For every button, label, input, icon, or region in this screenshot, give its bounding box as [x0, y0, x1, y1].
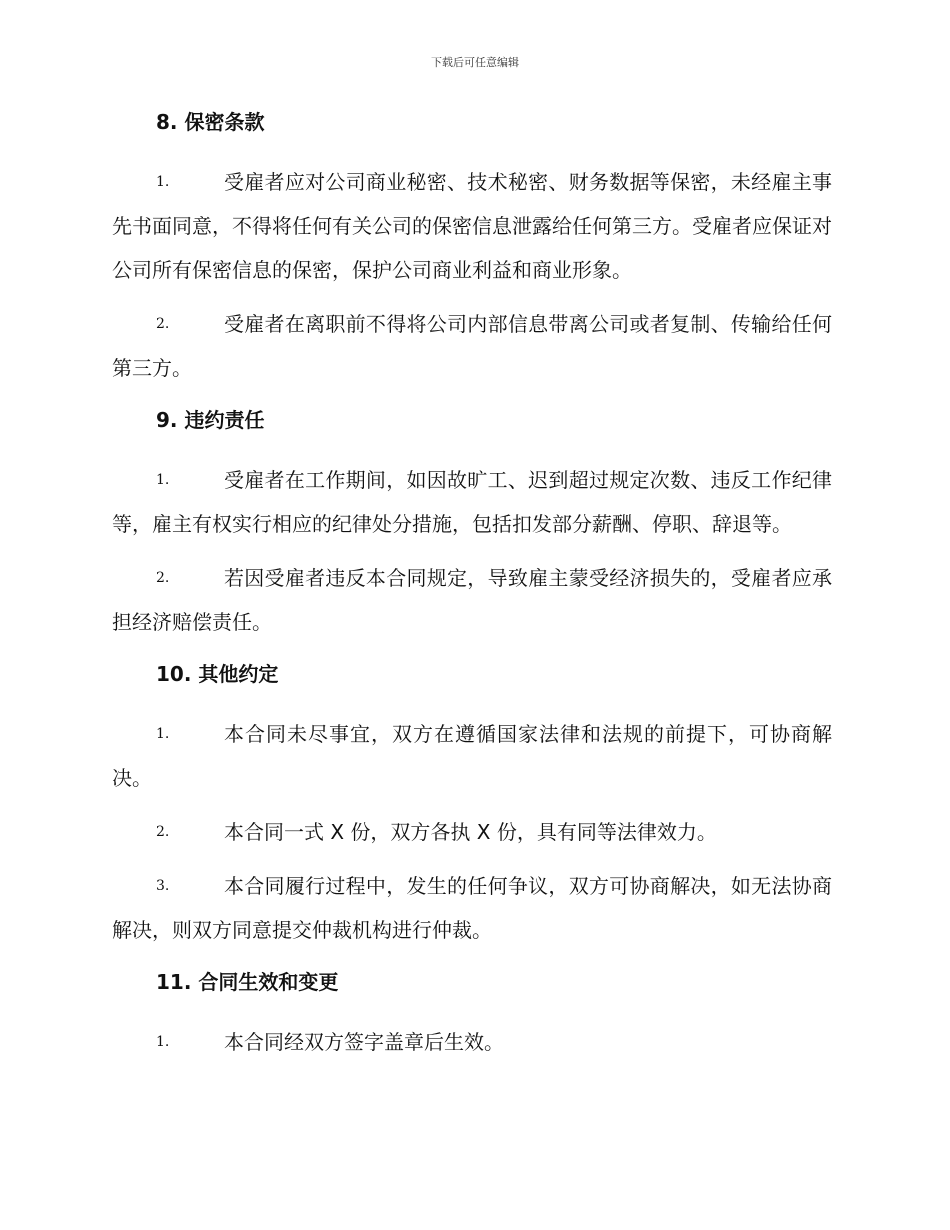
- clause-text: 若因受雇者违反本合同规定，导致雇主蒙受经济损失的，受雇者应承担经济赔偿责任。: [112, 566, 832, 634]
- clause-number: 2.: [156, 316, 170, 332]
- clause-number: 1.: [156, 1034, 170, 1050]
- clause-paragraph: [112, 712, 832, 800]
- clause-paragraph: [112, 302, 832, 390]
- section-heading: 9. 违约责任: [156, 408, 265, 432]
- clause-text: 受雇者应对公司商业秘密、技术秘密、财务数据等保密，未经雇主事先书面同意，不得将任何有关公司的保密信息泄露给任何第三方。受雇者应保证对公司所有保密信息的保密，保护公司商业利益和商业形象。: [112, 170, 832, 282]
- page-header: 下载后可任意编辑: [431, 56, 519, 69]
- document-body: [112, 108, 832, 1074]
- clause-text: 受雇者在工作期间，如因故旷工、迟到超过规定次数、违反工作纪律等，雇主有权实行相应的纪律处分措施，包括扣发部分薪酬、停职、辞退等。: [112, 468, 832, 536]
- clause-paragraph: [112, 1020, 832, 1064]
- clause-paragraph: [112, 458, 832, 546]
- clause-paragraph: [112, 160, 832, 292]
- section-heading: 8. 保密条款: [156, 110, 265, 134]
- clause-number: 1.: [156, 726, 170, 742]
- clause-number: 1.: [156, 472, 170, 488]
- section-heading: 11. 合同生效和变更: [156, 970, 339, 994]
- clause-number: 3.: [156, 878, 170, 894]
- clause-number: 2.: [156, 824, 170, 840]
- clause-text: 本合同经双方签字盖章后生效。: [224, 1030, 504, 1054]
- clause-text: 本合同一式 X 份，双方各执 X 份，具有同等法律效力。: [224, 820, 717, 844]
- clause-text: 受雇者在离职前不得将公司内部信息带离公司或者复制、传输给任何第三方。: [112, 312, 832, 380]
- section-heading: 10. 其他约定: [156, 662, 279, 686]
- clause-text: 本合同履行过程中，发生的任何争议，双方可协商解决，如无法协商解决，则双方同意提交仲裁机构进行仲裁。: [112, 874, 832, 942]
- clause-paragraph: [112, 864, 832, 952]
- clause-number: 1.: [156, 174, 170, 190]
- clause-number: 2.: [156, 570, 170, 586]
- clause-paragraph: [112, 810, 832, 854]
- clause-paragraph: [112, 556, 832, 644]
- clause-text: 本合同未尽事宜，双方在遵循国家法律和法规的前提下，可协商解决。: [112, 722, 832, 790]
